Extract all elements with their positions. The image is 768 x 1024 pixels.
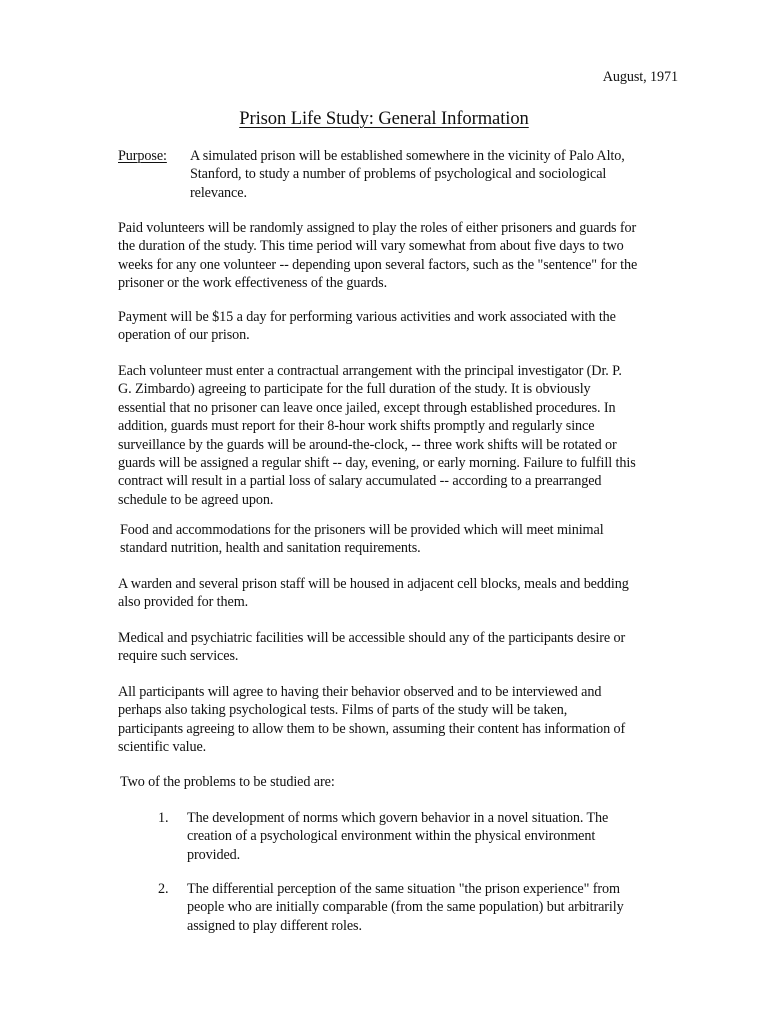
paragraph-contract: Each volunteer must enter a contractual arrangement with the principal investigator (Dr. P. G. Zimbardo) agreeing to participate for the full duration of the study. It is obviously essential that no prisoner can leave once jailed, except through established procedures. In addition, guards must report for their 8-hour work shifts promptly and regularly since surveillance by the guards will be around-the-clock, -- three work shifts will be rotated or guards will be assigned a regular shift -- day, evening, or early morning. Failure to fulfill this contract will result in a partial loss of salary accumulated -- according to a prearranged schedule to be agreed upon. [118, 363, 636, 508]
problem-number: 2. [158, 881, 169, 897]
paragraph-warden: A warden and several prison staff will be housed in adjacent cell blocks, meals and bedding also provided for them. [118, 576, 629, 611]
paragraph-food: Food and accommodations for the prisoners will be provided which will meet minimal standard nutrition, health and sanitation requirements. [120, 522, 604, 557]
purpose-label: Purpose: [118, 148, 167, 164]
document-title: Prison Life Study: General Information [239, 108, 529, 129]
paragraph-problems-intro: Two of the problems to be studied are: [120, 774, 335, 790]
problem-text: The differential perception of the same situation "the prison experience" from people who are initially comparable (from the same population) but arbitrarily assigned to play different roles. [187, 881, 624, 934]
paragraph-observation: All participants will agree to having their behavior observed and to be interviewed and perhaps also taking psychological tests. Films of parts of the study will be taken, participants agreeing to allow them to be shown, assuming their content has information of scientific value. [118, 684, 626, 756]
problem-number: 1. [158, 810, 169, 826]
paragraph-medical: Medical and psychiatric facilities will be accessible should any of the participants desire or require such services. [118, 630, 626, 665]
paragraph-roles: Paid volunteers will be randomly assigned to play the roles of either prisoners and guards for the duration of the study. This time period will vary somewhat from about five days to two weeks for any one volunteer -- depending upon several factors, such as the "sentence" for the prisoner or the work effectiveness of the guards. [118, 220, 638, 292]
document-date: August, 1971 [602, 69, 678, 85]
problem-text: The development of norms which govern behavior in a novel situation. The creation of a psychological environment within the physical environment provided. [187, 810, 609, 863]
purpose-text: A simulated prison will be established somewhere in the vicinity of Palo Alto, Stanford, to study a number of problems of psychological and sociological relevance. [190, 148, 625, 201]
paragraph-payment: Payment will be $15 a day for performing various activities and work associated with the operation of our prison. [118, 309, 616, 344]
